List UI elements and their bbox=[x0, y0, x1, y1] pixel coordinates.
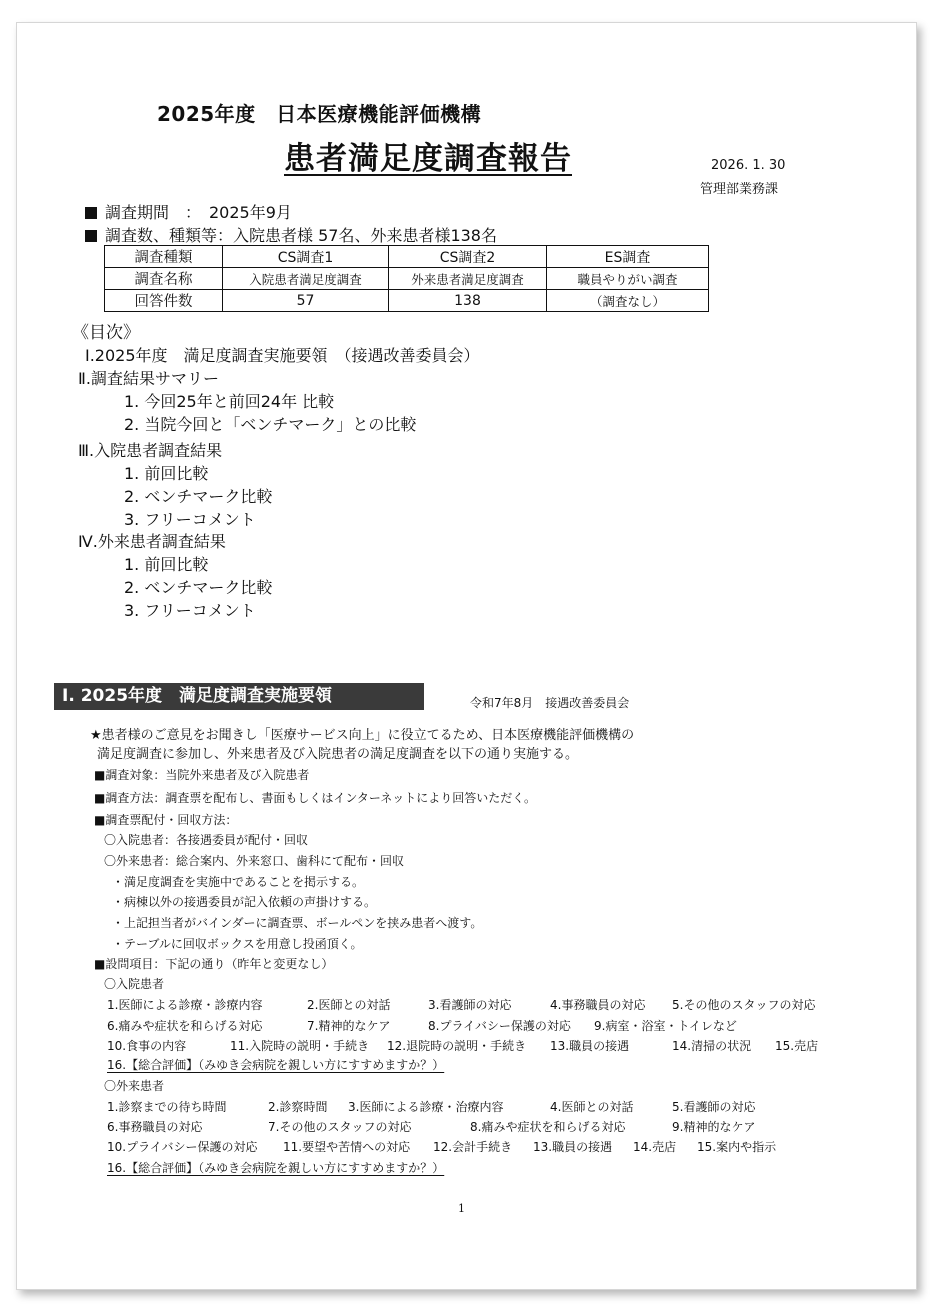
outpatient-distribution: 〇外来患者：総合案内、外来窓口、歯科にて配布・回収 bbox=[104, 854, 405, 868]
question-item: 3.医師による診療・治療内容 bbox=[348, 1100, 504, 1114]
question-item: 10.プライバシー保護の対応 bbox=[107, 1140, 258, 1154]
question-item: 13.職員の接遇 bbox=[550, 1039, 630, 1053]
intro-line: ★患者様のご意見をお聞きし「医療サービス向上」に役立てるため、日本医療機能評価機構の bbox=[90, 728, 635, 743]
question-item: 5.その他のスタッフの対応 bbox=[672, 998, 816, 1012]
note-item: ・満足度調査を実施中であることを掲示する。 bbox=[112, 875, 365, 889]
question-item: 4.医師との対話 bbox=[550, 1100, 634, 1114]
section-title-bar: Ⅰ. 2025年度 満足度調査実施要領 bbox=[54, 683, 424, 710]
question-item: 11.要望や苦情への対応 bbox=[283, 1140, 411, 1154]
question-item: 1.診察までの待ち時間 bbox=[107, 1100, 227, 1114]
report-title: 患者満足度調査報告 bbox=[284, 141, 572, 177]
intro-line: 満足度調査に参加し、外来患者及び入院患者の満足度調査を以下の通り実施する。 bbox=[97, 747, 579, 762]
table-cell: 回答件数 bbox=[105, 290, 223, 312]
toc-heading: 《目次》 bbox=[72, 323, 140, 343]
square-bullet-icon bbox=[85, 207, 97, 219]
note-item: ・上記担当者がバインダーに調査票、ボールペンを挟み患者へ渡す。 bbox=[112, 916, 483, 930]
question-item: 5.看護師の対応 bbox=[672, 1100, 756, 1114]
inpatient-distribution: 〇入院患者：各接遇委員が配付・回収 bbox=[104, 833, 309, 847]
inpatient-overall-question: 16.【総合評価】（みゆき会病院を親しい方にすすめますか？） bbox=[107, 1058, 445, 1072]
items-heading: ■設問項目：下記の通り（昨年と変更なし） bbox=[94, 957, 334, 971]
outpatient-label: 〇外来患者 bbox=[104, 1079, 165, 1093]
question-item: 1.医師による診療・診療内容 bbox=[107, 998, 263, 1012]
toc-item: Ⅱ.調査結果サマリー bbox=[78, 369, 219, 388]
survey-summary-table bbox=[104, 245, 709, 312]
section-note: 令和7年8月 接遇改善委員会 bbox=[470, 696, 630, 710]
question-item: 6.痛みや症状を和らげる対応 bbox=[107, 1019, 263, 1033]
question-item: 7.精神的なケア bbox=[307, 1019, 391, 1033]
distribution-heading: ■調査票配付・回収方法： bbox=[94, 813, 238, 827]
table-cell: （調査なし） bbox=[547, 290, 709, 312]
question-item: 15.売店 bbox=[775, 1039, 819, 1053]
table-row bbox=[105, 246, 709, 268]
question-item: 12.退院時の説明・手続き bbox=[387, 1039, 527, 1053]
question-item: 6.事務職員の対応 bbox=[107, 1120, 203, 1134]
table-cell: CS調査2 bbox=[389, 246, 547, 268]
outpatient-overall-question: 16.【総合評価】（みゆき会病院を親しい方にすすめますか？） bbox=[107, 1161, 445, 1175]
survey-period: 調査期間 ： 2025年9月 bbox=[85, 200, 292, 223]
organization-heading: 2025年度 日本医療機能評価機構 bbox=[157, 102, 482, 126]
table-row bbox=[105, 268, 709, 290]
question-item: 10.食事の内容 bbox=[107, 1039, 187, 1053]
square-bullet-icon bbox=[85, 230, 97, 242]
page-number: 1 bbox=[458, 1202, 465, 1215]
table-cell: 57 bbox=[223, 290, 389, 312]
toc-item: 3. フリーコメント bbox=[124, 601, 256, 620]
question-item: 8.痛みや症状を和らげる対応 bbox=[470, 1120, 626, 1134]
survey-method: ■調査方法：調査票を配布し、書面もしくはインターネットにより回答いただく。 bbox=[94, 791, 537, 805]
note-item: ・病棟以外の接遇委員が記入依頼の声掛けする。 bbox=[112, 895, 377, 909]
question-item: 8.プライバシー保護の対応 bbox=[428, 1019, 571, 1033]
question-item: 15.案内や指示 bbox=[697, 1140, 777, 1154]
question-item: 2.医師との対話 bbox=[307, 998, 391, 1012]
question-item: 13.職員の接遇 bbox=[533, 1140, 613, 1154]
table-cell: 調査名称 bbox=[105, 268, 223, 290]
question-item: 9.精神的なケア bbox=[672, 1120, 756, 1134]
table-cell: 職員やりがい調査 bbox=[547, 268, 709, 290]
toc-item: 1. 前回比較 bbox=[124, 555, 209, 574]
toc-item: Ⅳ.外来患者調査結果 bbox=[78, 532, 226, 551]
table-cell: 138 bbox=[389, 290, 547, 312]
question-item: 14.売店 bbox=[633, 1140, 677, 1154]
toc-item: Ⅲ.入院患者調査結果 bbox=[78, 441, 223, 460]
question-item: 9.病室・浴室・トイレなど bbox=[594, 1019, 737, 1033]
question-item: 7.その他のスタッフの対応 bbox=[268, 1120, 412, 1134]
question-item: 2.診察時間 bbox=[268, 1100, 328, 1114]
table-cell: ES調査 bbox=[547, 246, 709, 268]
survey-count: 調査数、種類等：入院患者様 57名、外来患者様138名 bbox=[85, 223, 497, 246]
table-cell: 調査種類 bbox=[105, 246, 223, 268]
question-item: 4.事務職員の対応 bbox=[550, 998, 646, 1012]
toc-item: 3. フリーコメント bbox=[124, 510, 256, 529]
note-item: ・テーブルに回収ボックスを用意し投函頂く。 bbox=[112, 937, 363, 951]
inpatient-label: 〇入院患者 bbox=[104, 977, 165, 991]
table-row bbox=[105, 290, 709, 312]
question-item: 11.入院時の説明・手続き bbox=[230, 1039, 370, 1053]
toc-item: 1. 今回25年と前回24年 比較 bbox=[124, 392, 335, 411]
table-cell: 外来患者満足度調査 bbox=[389, 268, 547, 290]
report-date: 2026. 1. 30 bbox=[711, 158, 786, 173]
toc-item: 2. ベンチマーク比較 bbox=[124, 578, 273, 597]
question-item: 14.清掃の状況 bbox=[672, 1039, 752, 1053]
question-item: 3.看護師の対応 bbox=[428, 998, 512, 1012]
toc-item: 1. 前回比較 bbox=[124, 464, 209, 483]
toc-item: 2. 当院今回と「ベンチマーク」との比較 bbox=[124, 415, 417, 434]
toc-item: 2. ベンチマーク比較 bbox=[124, 487, 273, 506]
table-cell: CS調査1 bbox=[223, 246, 389, 268]
survey-target: ■調査対象：当院外来患者及び入院患者 bbox=[94, 768, 310, 782]
table-cell: 入院患者満足度調査 bbox=[223, 268, 389, 290]
question-item: 12.会計手続き bbox=[433, 1140, 513, 1154]
department: 管理部業務課 bbox=[700, 182, 779, 197]
toc-item: Ⅰ.2025年度 満足度調査実施要領 （接遇改善委員会） bbox=[85, 346, 480, 365]
